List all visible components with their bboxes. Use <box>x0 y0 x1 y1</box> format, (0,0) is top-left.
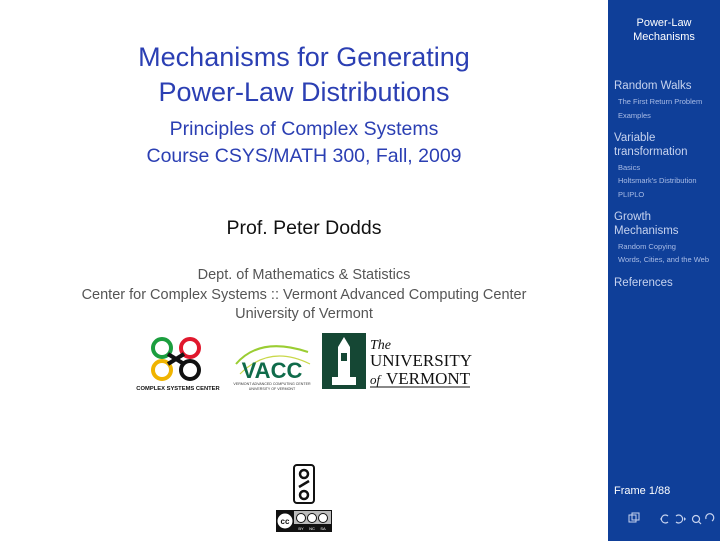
uvm-vermont: VERMONT <box>386 369 471 388</box>
vacc-logo-subtext-1: VERMONT ADVANCED COMPUTING CENTER <box>233 382 311 386</box>
complex-systems-center-logo <box>136 334 220 394</box>
sidebar-section-growth-line-2: Mechanisms <box>614 225 679 237</box>
uvm-the: The <box>370 338 391 353</box>
uvm-tower-window <box>341 353 347 361</box>
sidebar-section-random-walks[interactable]: Random Walks <box>614 80 692 92</box>
glyph-bottom <box>300 491 308 499</box>
slide-subtitle-line-1: Principles of Complex Systems <box>169 118 439 140</box>
refresh-icon[interactable] <box>706 514 714 521</box>
sidebar-sub-basics[interactable]: Basics <box>618 163 641 172</box>
glyph-middle <box>299 481 309 487</box>
csc-logo-text: COMPLEX SYSTEMS CENTER <box>136 386 220 392</box>
sidebar-title[interactable] <box>608 16 720 44</box>
frame-counter: Frame 1/88 <box>614 485 671 497</box>
sidebar-sub-examples[interactable]: Examples <box>618 111 651 120</box>
sidebar-sub-random-copying[interactable]: Random Copying <box>618 242 676 251</box>
cc-label-nc: NC <box>309 526 315 531</box>
sidebar-section-references[interactable]: References <box>614 277 673 289</box>
sidebar-section-growth-mechanisms[interactable] <box>614 210 679 238</box>
nav-back-icon[interactable] <box>661 515 668 523</box>
author-name: Prof. Peter Dodds <box>226 217 382 239</box>
vacc-logo-text: VACC <box>241 358 303 383</box>
institution-line-3: University of Vermont <box>235 306 373 322</box>
search-handle <box>699 522 702 525</box>
sidebar-title-line-2: Mechanisms <box>633 31 695 43</box>
vacc-logo-subtext-2: UNIVERSITY OF VERMONT <box>248 387 296 391</box>
institution-line-2: Center for Complex Systems :: Vermont Advanced Computing Center <box>81 287 527 303</box>
sidebar-sub-pliplo[interactable]: PLIPLO <box>618 190 645 199</box>
sidebar-section-variable-transformation[interactable] <box>614 131 688 159</box>
nav-forward-icon[interactable] <box>676 515 683 523</box>
complex-systems-glyph-icon <box>293 464 315 504</box>
uvm-university: UNIVERSITY <box>370 351 472 370</box>
fullscreen-icon[interactable] <box>628 512 640 524</box>
search-icon[interactable] <box>693 516 700 523</box>
cc-by-icon <box>297 514 306 523</box>
cc-nc-icon <box>308 514 317 523</box>
creative-commons-badge-icon <box>276 510 332 532</box>
slide-title-line-2: Power-Law Distributions <box>158 77 450 107</box>
cc-label-by: BY <box>298 526 304 531</box>
cc-label-sa: SA <box>320 526 326 531</box>
slide-subtitle-line-2: Course CSYS/MATH 300, Fall, 2009 <box>146 145 462 167</box>
slide-title-line-1: Mechanisms for Generating <box>138 42 470 72</box>
sidebar-sub-first-return-problem[interactable]: The First Return Problem <box>618 97 703 106</box>
sidebar <box>608 0 720 541</box>
vacc-logo <box>230 334 314 394</box>
glyph-top <box>300 470 308 478</box>
sidebar-section-variable-line-2: transformation <box>614 146 688 158</box>
uvm-of: of <box>370 372 381 387</box>
sidebar-sub-holtsmark[interactable]: Holtsmark's Distribution <box>618 176 697 185</box>
navigation-controls <box>658 513 714 525</box>
uvm-logo <box>322 333 472 391</box>
sidebar-sub-words-cities-web[interactable]: Words, Cities, and the Web <box>618 255 710 264</box>
sidebar-section-variable-line-1: Variable <box>614 132 656 144</box>
cc-sa-icon <box>319 514 328 523</box>
nav-forward-arrow <box>684 517 686 521</box>
institution-line-1: Dept. of Mathematics & Statistics <box>197 267 411 283</box>
sidebar-section-growth-line-1: Growth <box>614 211 652 223</box>
sidebar-title-line-1: Power-Law <box>636 17 692 29</box>
cc-letters: cc <box>280 517 290 526</box>
